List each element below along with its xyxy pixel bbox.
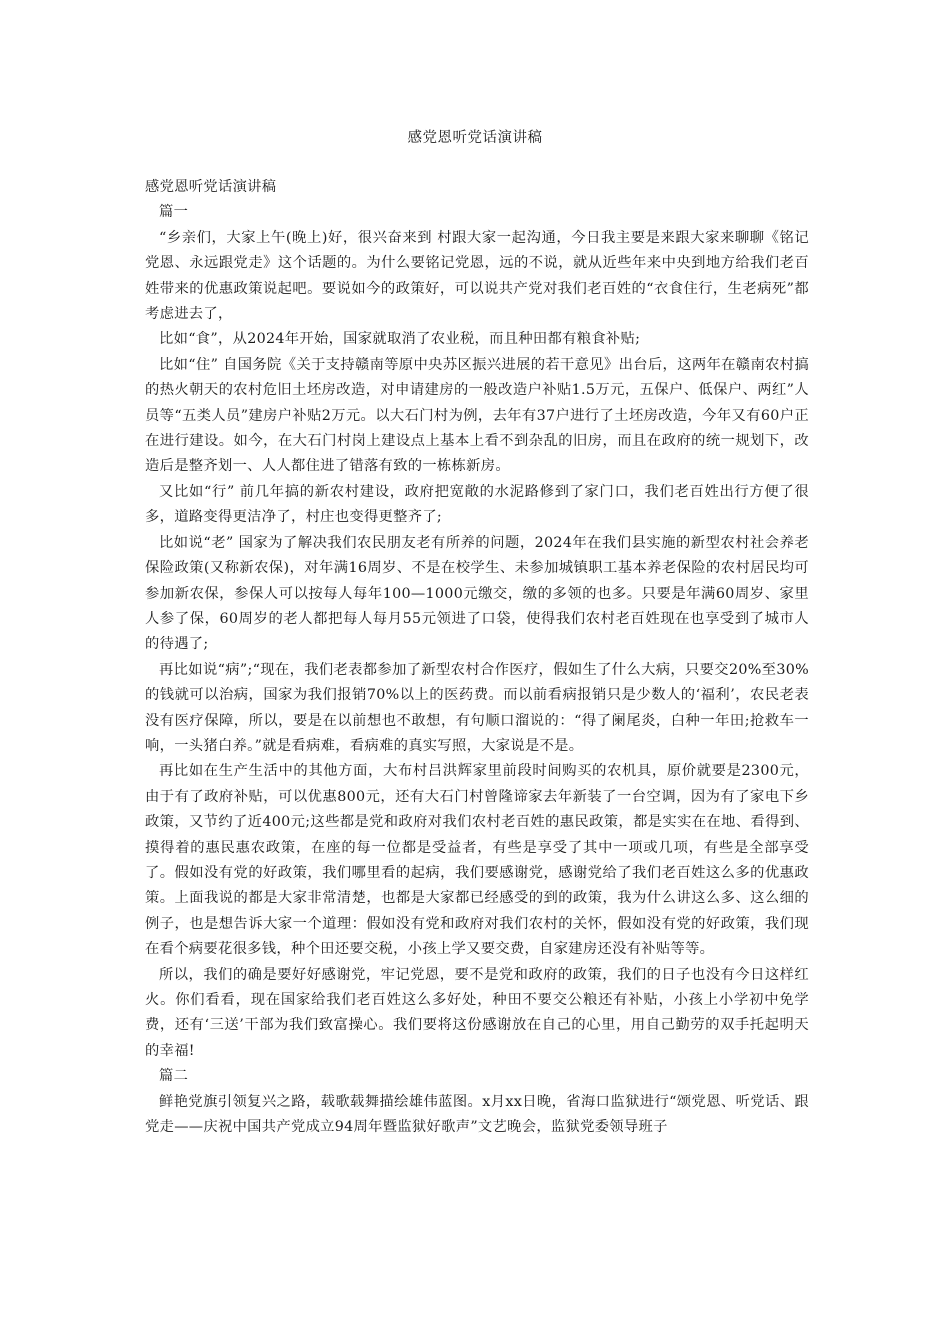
section-heading-2: 篇二 [159,1068,189,1085]
paragraph: 所以，我们的确是要好好感谢党，牢记党恩，要不是党和政府的政策，我们的日子也没有今日这样红火。你们看看，现在国家给我们老百姓这么多好处，种田不要交公粮还有补贴，小孩上小学初中免学费，还有‘三送’干部为我们致富操心。我们要将这份感谢放在自己的心里，用自己勤劳的双手托起明天的幸福! [145,966,809,1059]
paragraph: 再比如说“病”;“现在，我们老表都参加了新型农村合作医疗，假如生了什么大病，只要交20%至30%的钱就可以治病，国家为我们报销70%以上的医药费。而以前看病报销只是少数人的‘福利’，农民老表没有医疗保障，所以，要是在以前想也不敢想，有句顺口溜说的：“得了阑尾炎，白种一年田;抢救车一响，一头猪白养。”就是看病难，看病难的真实写照，大家说是不是。 [145,661,809,754]
paragraph: “乡亲们，大家上午(晚上)好，很兴奋来到 村跟大家一起沟通，今日我主要是来跟大家来聊聊《铭记党恩、永远跟党走》这个话题的。为什么要铭记党恩，远的不说，就从近些年来中央到地方给我们老百姓带来的优惠政策说起吧。要说如今的政策好，可以说共产党对我们老百姓的“衣食住行，生老病死”都考虑进去了， [145,229,809,323]
document-title: 感党恩听党话演讲稿 [407,130,543,146]
paragraph: 鲜艳党旗引领复兴之路，载歌载舞描绘雄伟蓝图。x月xx日晚，省海口监狱进行“颂党恩、听党话、跟党走——庆祝中国共产党成立94周年暨监狱好歌声”文艺晚会，监狱党委领导班子 [145,1093,809,1136]
paragraph: 比如“住” 自国务院《关于支持赣南等原中央苏区振兴进展的若干意见》出台后，这两年在赣南农村搞的热火朝天的农村危旧土坯房改造，对申请建房的一般改造户补贴1.5万元，五保户、低保户、两红”人员等“五类人员”建房户补贴2万元。以大石门村为例，去年有37户进行了土坯房改造，今年又有60户正在进行建设。如今，在大石门村岗上建设点上基本上看不到杂乱的旧房，而且在政府的统一规划下，改造后是整齐划一、人人都住进了错落有致的一栋栋新房。 [145,356,810,475]
document-subtitle: 感党恩听党话演讲稿 [145,179,277,195]
paragraph: 再比如在生产生活中的其他方面，大布村吕洪辉家里前段时间购买的农机具，原价就要是2300元，由于有了政府补贴，可以优惠800元，还有大石门村曾隆谛家去年新装了一台空调，因为有了家电下乡政策，又节约了近400元;这些都是党和政府对我们农村老百姓的惠民政策，都是实实在在地、看得到、摸得着的惠民惠农政策，在座的每一位都是受益者，有些是享受了其中一项或几项，有些是全部享受了。假如没有党的好政策，我们哪里看的起病，我们要感谢党，感谢党给了我们老百姓这么多的优惠政策。上面我说的都是大家非常清楚，也都是大家都已经感受的到的政策，我为什么讲这么多、这么细的例子，也是想告诉大家一个道理：假如没有党和政府对我们农村的关怀，假如没有党的好政策，我们现在看个病要花很多钱，种个田还要交税，小孩上学又要交费，自家建房还没有补贴等等。 [145,763,809,958]
paragraph: 比如说“老” 国家为了解决我们农民朋友老有所养的问题，2024年在我们县实施的新型农村社会养老保险政策(又称新农保)，对年满16周岁、不是在校学生、未参加城镇职工基本养老保险的农村居民均可参加新农保，参保人可以按每人每年100—1000元缴交，缴的多领的也多。只要是年满60周岁、家里人参了保，60周岁的老人都把每人每月55元领进了口袋，使得我们农村老百姓现在也享受到了城市人的待遇了; [145,534,809,653]
section-heading-1: 篇一 [159,204,189,221]
paragraph: 又比如“行” 前几年搞的新农村建设，政府把宽敞的水泥路修到了家门口，我们老百姓出行方便了很多，道路变得更洁净了，村庄也变得更整齐了; [145,483,809,526]
document-body [145,175,809,1140]
paragraph: 比如“食”，从2024年开始，国家就取消了农业税，而且种田都有粮食补贴; [159,331,641,348]
